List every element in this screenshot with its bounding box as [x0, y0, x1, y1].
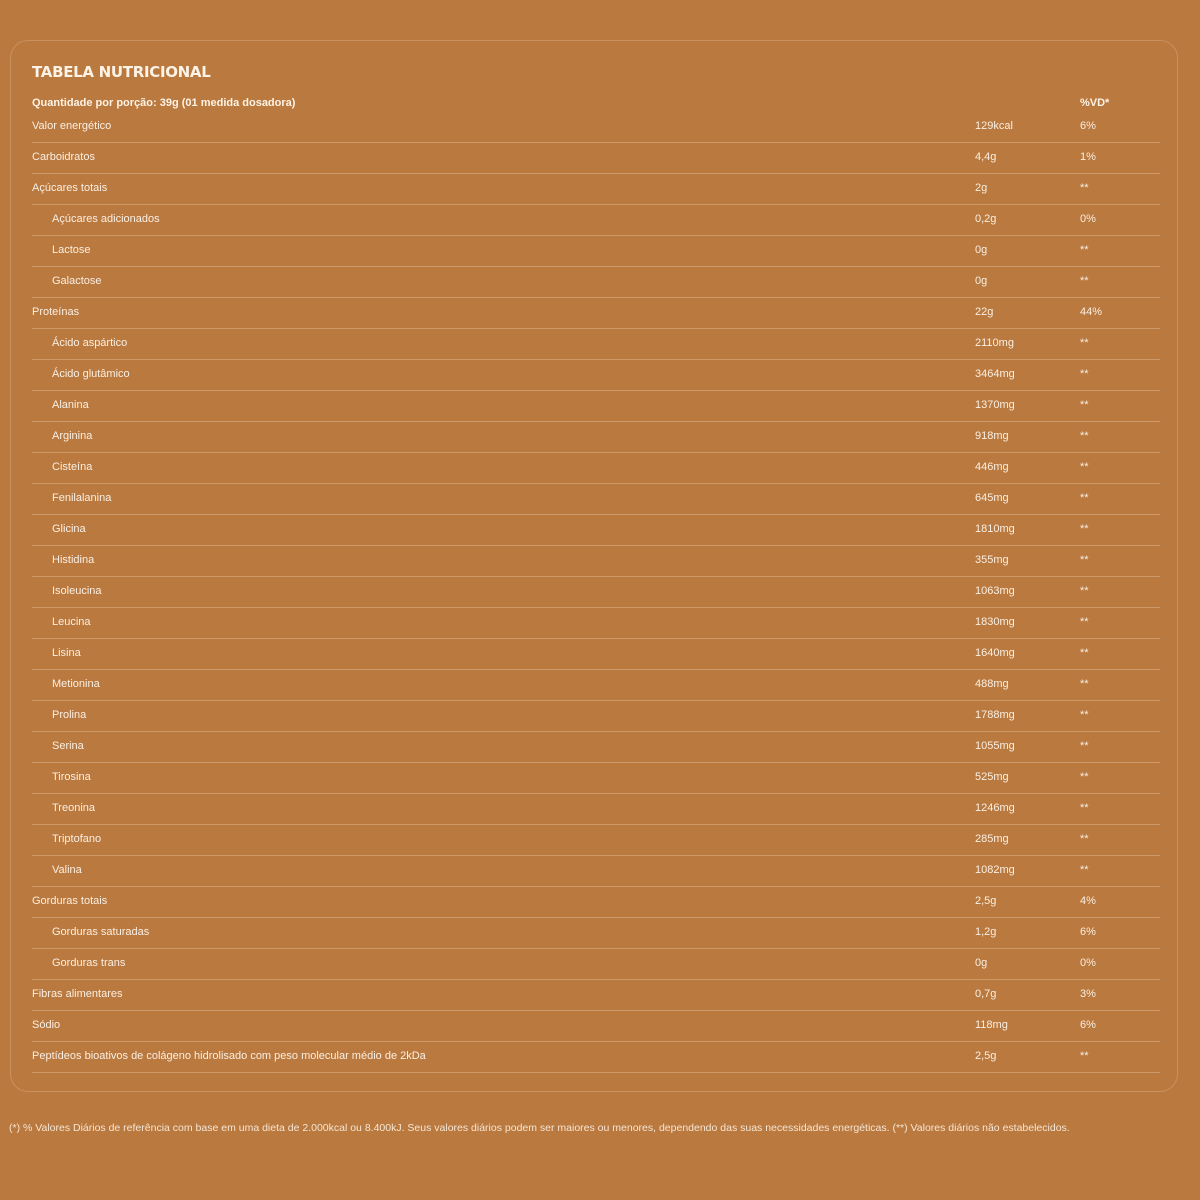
nutrient-amount: 1246mg: [975, 802, 1015, 814]
nutrient-amount: 2,5g: [975, 895, 997, 907]
serving-size-label: Quantidade por porção: 39g (01 medida dosadora): [32, 97, 296, 109]
nutrient-amount: 1,2g: [975, 926, 997, 938]
nutrient-row: [32, 1011, 1160, 1042]
nutrient-daily-value: **: [1080, 771, 1089, 783]
nutrient-amount: 285mg: [975, 833, 1009, 845]
nutrient-name: Histidina: [52, 554, 95, 566]
nutrient-amount: 2,5g: [975, 1050, 997, 1062]
nutrient-daily-value: 6%: [1080, 120, 1096, 132]
nutrient-subrow: [32, 732, 1160, 763]
nutrient-daily-value: 3%: [1080, 988, 1096, 1000]
nutrient-daily-value: **: [1080, 182, 1089, 194]
nutrient-daily-value: **: [1080, 678, 1089, 690]
nutrient-amount: 1788mg: [975, 709, 1015, 721]
nutrient-amount: 525mg: [975, 771, 1009, 783]
nutrient-daily-value: **: [1080, 554, 1089, 566]
nutrient-daily-value: **: [1080, 492, 1089, 504]
nutrient-amount: 355mg: [975, 554, 1009, 566]
nutrient-daily-value: **: [1080, 523, 1089, 535]
nutrient-daily-value: **: [1080, 864, 1089, 876]
nutrient-amount: 0g: [975, 275, 988, 287]
nutrient-amount: 1810mg: [975, 523, 1015, 535]
nutrient-subrow: [32, 670, 1160, 701]
nutrient-daily-value: **: [1080, 430, 1089, 442]
nutrient-subrow: [32, 484, 1160, 515]
nutrient-daily-value: **: [1080, 337, 1089, 349]
nutrient-daily-value: **: [1080, 368, 1089, 380]
nutrient-daily-value: 1%: [1080, 151, 1096, 163]
nutrient-row: [32, 1042, 1160, 1073]
nutrient-name: Leucina: [52, 616, 91, 628]
nutrient-daily-value: 44%: [1080, 306, 1103, 318]
nutrient-amount: 2g: [975, 182, 988, 194]
nutrient-name: Prolina: [52, 709, 87, 721]
nutrient-name: Gorduras trans: [52, 957, 126, 969]
nutrient-daily-value: 0%: [1080, 213, 1096, 225]
nutrient-row: [32, 887, 1160, 918]
nutrient-subrow: [32, 639, 1160, 670]
nutrient-subrow: [32, 763, 1160, 794]
nutrient-subrow: [32, 825, 1160, 856]
vd-column-header: %VD*: [1080, 97, 1110, 109]
nutrient-amount: 918mg: [975, 430, 1009, 442]
nutrient-name: Metionina: [52, 678, 100, 690]
nutrient-name: Isoleucina: [52, 585, 102, 597]
nutrient-amount: 4,4g: [975, 151, 997, 163]
nutrient-name: Treonina: [52, 802, 96, 814]
nutrient-subrow: [32, 856, 1160, 887]
nutrient-row: [32, 143, 1160, 174]
nutrient-daily-value: **: [1080, 244, 1089, 256]
nutrient-name: Cisteína: [52, 461, 93, 473]
nutrient-name: Lisina: [52, 647, 81, 659]
nutrient-subrow: [32, 701, 1160, 732]
nutrient-name: Glicina: [52, 523, 86, 535]
serving-header-row: [32, 97, 1160, 113]
nutrient-amount: 1063mg: [975, 585, 1015, 597]
nutrient-daily-value: **: [1080, 709, 1089, 721]
nutrient-subrow: [32, 236, 1160, 267]
nutrient-name: Fenilalanina: [52, 492, 112, 504]
nutrient-subrow: [32, 546, 1160, 577]
nutrient-row: [32, 174, 1160, 205]
nutrient-amount: 2110mg: [975, 337, 1014, 349]
nutrient-row: [32, 980, 1160, 1011]
nutrient-amount: 1640mg: [975, 647, 1015, 659]
nutrient-name: Arginina: [52, 430, 93, 442]
nutrient-row: [32, 112, 1160, 143]
nutrient-amount: 488mg: [975, 678, 1009, 690]
nutrient-subrow: [32, 205, 1160, 236]
nutrient-daily-value: **: [1080, 275, 1089, 287]
nutrient-name: Lactose: [52, 244, 91, 256]
nutrient-daily-value: **: [1080, 616, 1089, 628]
nutrient-daily-value: 0%: [1080, 957, 1096, 969]
nutrient-daily-value: **: [1080, 399, 1089, 411]
nutrient-daily-value: **: [1080, 647, 1089, 659]
nutrient-subrow: [32, 577, 1160, 608]
nutrient-name: Valina: [52, 864, 82, 876]
nutrient-subrow: [32, 422, 1160, 453]
nutrient-daily-value: 6%: [1080, 1019, 1096, 1031]
nutrient-amount: 1830mg: [975, 616, 1015, 628]
nutrient-amount: 0,7g: [975, 988, 997, 1000]
nutrient-daily-value: **: [1080, 1050, 1089, 1062]
nutrient-name: Triptofano: [52, 833, 102, 845]
nutrient-name: Valor energético: [32, 120, 112, 132]
nutrient-amount: 1055mg: [975, 740, 1015, 752]
table-title: TABELA NUTRICIONAL: [32, 63, 211, 81]
nutrient-daily-value: **: [1080, 461, 1089, 473]
nutrient-amount: 446mg: [975, 461, 1009, 473]
nutrient-subrow: [32, 794, 1160, 825]
nutrient-name: Gorduras totais: [32, 895, 108, 907]
nutrient-amount: 1082mg: [975, 864, 1015, 876]
nutrient-subrow: [32, 360, 1160, 391]
nutrient-name: Sódio: [32, 1019, 61, 1031]
nutrient-name: Galactose: [52, 275, 102, 287]
nutrient-row: [32, 298, 1160, 329]
nutrient-subrow: [32, 329, 1160, 360]
nutrient-subrow: [32, 608, 1160, 639]
nutrient-subrow: [32, 391, 1160, 422]
nutrient-name: Tirosina: [52, 771, 91, 783]
nutrient-daily-value: 6%: [1080, 926, 1096, 938]
footnote: (*) % Valores Diários de referência com base em uma dieta de 2.000kcal ou 8.400kJ. Seus valores diários podem ser maiores ou menores, dependendo das suas necessidades energéticas. (**) Valores diários não estabelecidos.: [9, 1122, 1070, 1134]
nutrient-name: Fibras alimentares: [32, 988, 123, 1000]
nutrient-name: Serina: [52, 740, 84, 752]
nutrient-name: Ácido glutâmico: [52, 368, 130, 380]
nutrient-amount: 3464mg: [975, 368, 1015, 380]
nutrient-rows: [32, 112, 1160, 1073]
nutrient-name: Proteínas: [32, 306, 80, 318]
nutrient-amount: 1370mg: [975, 399, 1015, 411]
nutrient-subrow: [32, 453, 1160, 484]
nutrient-subrow: [32, 949, 1160, 980]
nutrient-amount: 129kcal: [975, 120, 1013, 132]
nutrient-name: Açúcares totais: [32, 182, 108, 194]
nutrient-daily-value: **: [1080, 585, 1089, 597]
nutrient-amount: 22g: [975, 306, 994, 318]
nutrient-name: Gorduras saturadas: [52, 926, 150, 938]
nutrient-subrow: [32, 918, 1160, 949]
nutrient-daily-value: 4%: [1080, 895, 1096, 907]
nutrient-amount: 645mg: [975, 492, 1009, 504]
nutrient-name: Peptídeos bioativos de colágeno hidrolisado com peso molecular médio de 2kDa: [32, 1050, 426, 1062]
nutrition-table-card: [10, 40, 1178, 1092]
nutrient-amount: 0,2g: [975, 213, 997, 225]
nutrient-name: Carboidratos: [32, 151, 95, 163]
nutrient-subrow: [32, 267, 1160, 298]
nutrient-amount: 0g: [975, 957, 988, 969]
nutrient-daily-value: **: [1080, 740, 1089, 752]
nutrient-subrow: [32, 515, 1160, 546]
nutrient-name: Açúcares adicionados: [52, 213, 160, 225]
nutrient-daily-value: **: [1080, 802, 1089, 814]
nutrient-amount: 118mg: [975, 1019, 1008, 1031]
nutrient-daily-value: **: [1080, 833, 1089, 845]
nutrient-name: Ácido aspártico: [52, 337, 128, 349]
nutrient-name: Alanina: [52, 399, 89, 411]
nutrient-amount: 0g: [975, 244, 988, 256]
